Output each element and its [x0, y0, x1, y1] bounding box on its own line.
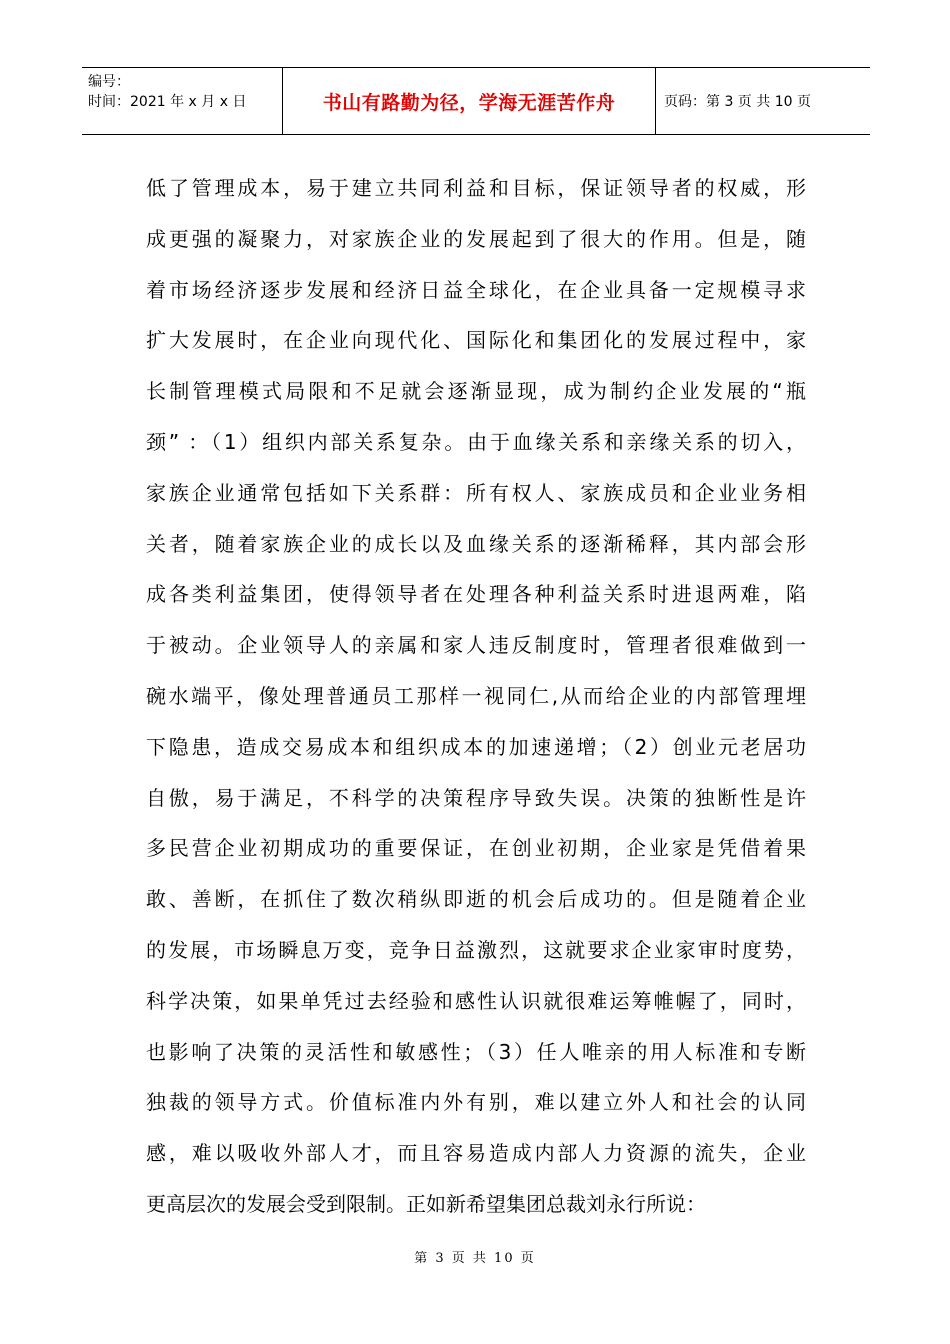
text-line: 碗水端平，像处理普通员工那样一视同仁,从而给企业的内部管理埋	[146, 683, 806, 708]
body-text	[146, 163, 806, 1230]
text-line: 低了管理成本，易于建立共同利益和目标，保证领导者的权威，形	[146, 176, 806, 200]
text-line: 家族企业通常包括如下关系群：所有权人、家族成员和企业业务相	[146, 480, 806, 505]
text-line: 扩大发展时，在企业向现代化、国际化和集团化的发展过程中，家	[146, 328, 806, 353]
text-line: 敢、善断，在抓住了数次稍纵即逝的机会后成功的。但是随着企业	[146, 887, 806, 912]
text-line: 更高层次的发展会受到限制。正如新希望集团总裁刘永行所说：	[146, 1191, 706, 1216]
text-line: 颈” ：（1）组织内部关系复杂。由于血缘关系和亲缘关系的切入，	[146, 429, 806, 454]
header-meta	[82, 68, 283, 134]
text-line: 科学决策，如果单凭过去经验和感性认识就很难运筹帷幄了，同时，	[146, 988, 806, 1013]
text-line: 多民营企业初期成功的重要保证，在创业初期，企业家是凭借着果	[146, 836, 806, 861]
text-line: 成各类利益集团，使得领导者在处理各种利益关系时进退两难，陷	[146, 582, 806, 607]
page-header	[82, 67, 870, 135]
text-line: 独裁的领导方式。价值标准内外有别，难以建立外人和社会的认同	[146, 1090, 806, 1115]
text-line: 着市场经济逐步发展和经济日益全球化，在企业具备一定规模寻求	[146, 277, 806, 302]
text-line: 感，难以吸收外部人才，而且容易造成内部人力资源的流失，企业	[146, 1141, 806, 1166]
text-line: 长制管理模式局限和不足就会逐渐显现，成为制约企业发展的“瓶	[146, 379, 806, 404]
header-page-number: 页码：第 3 页 共 10 页	[664, 94, 811, 110]
text-line: 于被动。企业领导人的亲属和家人违反制度时，管理者很难做到一	[146, 633, 806, 658]
text-line: 下隐患，造成交易成本和组织成本的加速递增；（2）创业元老居功	[146, 734, 806, 759]
text-line: 成更强的凝聚力，对家族企业的发展起到了很大的作用。但是，随	[146, 226, 806, 251]
page-footer: 第 3 页 共 10 页	[414, 1251, 536, 1266]
text-line: 关者，随着家族企业的成长以及血缘关系的逐渐稀释，其内部会形	[146, 531, 806, 556]
text-line: 自傲，易于满足，不科学的决策程序导致失误。决策的独断性是许	[146, 785, 806, 810]
document-number: 编号：	[88, 74, 130, 90]
text-line: 也影响了决策的灵活性和敏感性；（3）任人唯亲的用人标准和专断	[146, 1039, 806, 1064]
document-date: 时间：2021 年 x 月 x 日	[88, 94, 247, 110]
header-motto: 书山有路勤为径，学海无涯苦作舟	[283, 68, 656, 134]
text-line: 的发展，市场瞬息万变，竞争日益激烈，这就要求企业家审时度势，	[146, 937, 806, 962]
